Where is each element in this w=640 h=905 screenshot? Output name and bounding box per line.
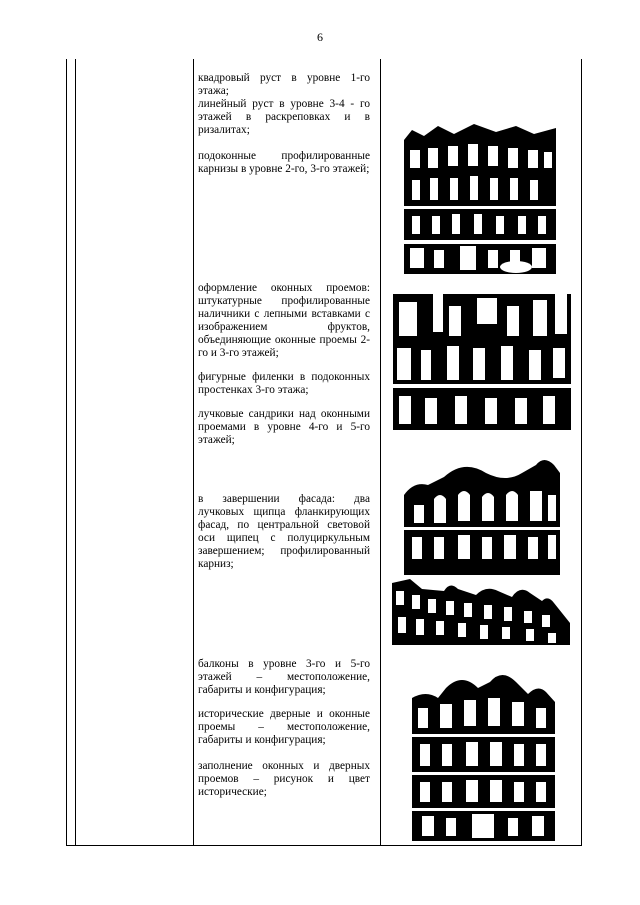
text-block-4 [198, 658, 370, 799]
paragraph: балконы в уровне 3-го и 5-го этажей – местоположение, габариты и конфигурация; [198, 658, 370, 696]
text-block-2 [198, 282, 370, 447]
facade-photo [393, 288, 571, 430]
paragraph: в завершении фасада: два лучковых щипца фланкирующих фасад, по центральной световой оси щипец с полуциркульным завершением; профилированный карниз; [198, 493, 370, 570]
paragraph: оформление оконных проемов: штукатурные профилированные наличники с лепными вставками с изображением фруктов, объединяющие оконные проемы 2-го и 3-го этажей; [198, 282, 370, 359]
paragraph: линейный руст в уровне 3-4 - го этажей в раскреповках и в ризалитах; [198, 98, 370, 136]
text-block-3 [198, 493, 370, 571]
facade-photo [412, 668, 555, 841]
paragraph: лучковые сандрики над оконными проемами в уровне 4-го и 5-го этажей; [198, 408, 370, 446]
facade-photo [404, 455, 560, 578]
paragraph: фигурные филенки в подоконных простенках 3-го этажа; [198, 371, 370, 396]
facade-photo [404, 122, 556, 274]
text-block-1 [198, 72, 370, 176]
facade-photo [392, 575, 570, 645]
paragraph: исторические дверные и оконные проемы – местоположение, габариты и конфигурация; [198, 708, 370, 746]
paragraph: квадровый руст в уровне 1-го этажа; [198, 72, 370, 97]
paragraph: заполнение оконных и дверных проемов – рисунок и цвет исторические; [198, 760, 370, 798]
page-number: 6 [317, 30, 323, 44]
paragraph: подоконные профилированные карнизы в уровне 2-го, 3-го этажей; [198, 150, 370, 175]
